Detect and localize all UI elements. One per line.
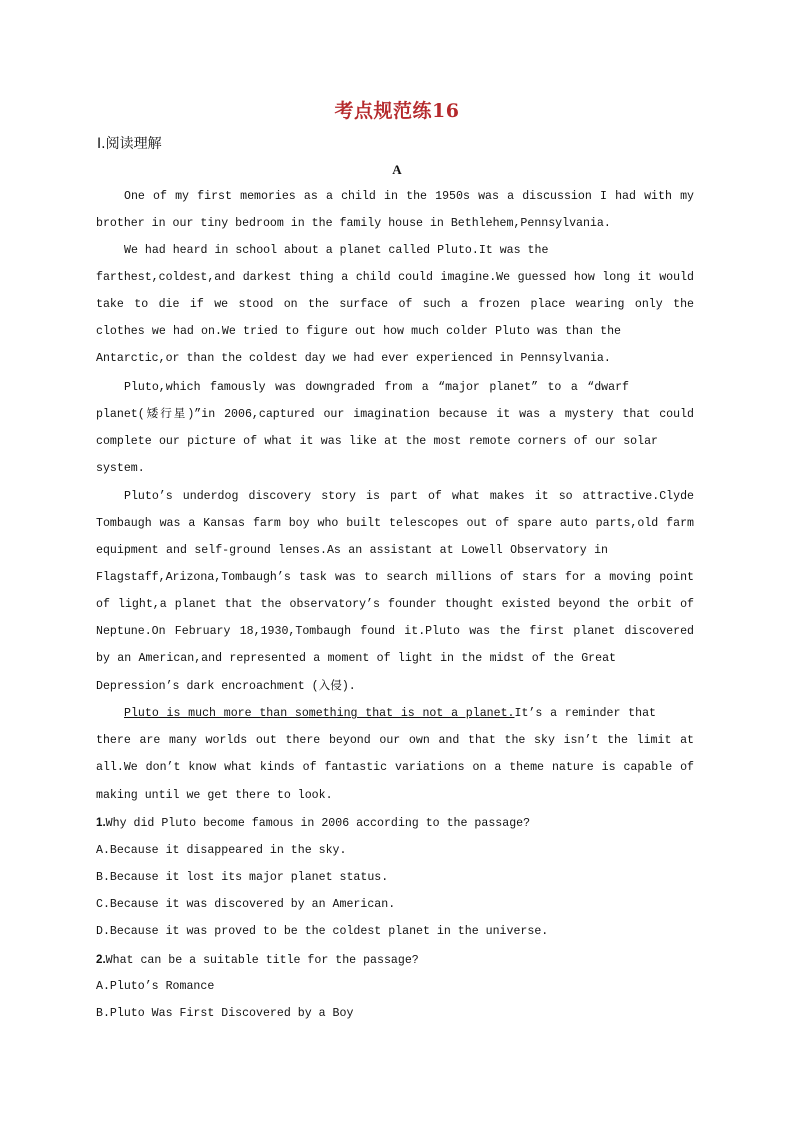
passage-line: Depression’s dark encroachment (入侵). xyxy=(96,680,356,693)
passage-line: clothes we had on.We tried to figure out how much colder Pluto was than the xyxy=(96,325,621,338)
passage-line: of light,a planet that the observatory’s founder thought existed beyond the orbit of xyxy=(96,598,694,611)
passage-line: there are many worlds out there beyond our own and that the sky isn’t the limit at xyxy=(96,734,694,747)
passage-line: brother in our tiny bedroom in the family house in Bethlehem,Pennsylvania. xyxy=(96,217,611,230)
page-title: 考点规范练16 xyxy=(334,100,460,122)
passage-label: A xyxy=(392,162,402,177)
option-c: C.Because it was discovered by an American. xyxy=(96,898,396,911)
question-number: 1. xyxy=(96,816,106,829)
passage-line: We had heard in school about a planet called Pluto.It was the xyxy=(124,244,549,257)
question-text: What can be a suitable title for the passage? xyxy=(105,954,419,967)
passage-line: Antarctic,or than the coldest day we had ever experienced in Pennsylvania. xyxy=(96,352,611,365)
passage-line: by an American,and represented a moment of light in the midst of the Great xyxy=(96,652,616,665)
option-d: D.Because it was proved to be the coldest planet in the universe. xyxy=(96,925,549,938)
passage-line: farthest,coldest,and darkest thing a child could imagine.We guessed how long it would xyxy=(96,271,694,284)
passage-line-rest: It’s a reminder that xyxy=(514,707,656,720)
passage-line: complete our picture of what it was like at the most remote corners of our solar xyxy=(96,435,658,448)
passage-line: planet(矮行星)”in 2006,captured our imagination because it was a mystery that could xyxy=(96,408,694,421)
passage-line: Flagstaff,Arizona,Tombaugh’s task was to search millions of stars for a moving point xyxy=(96,571,694,584)
passage-line xyxy=(124,706,656,722)
option-b: B.Because it lost its major planet status. xyxy=(96,871,389,884)
question-number: 2. xyxy=(96,953,106,966)
passage-line: all.We don’t know what kinds of fantastic variations on a theme nature is capable of xyxy=(96,761,694,774)
passage-line: Neptune.On February 18,1930,Tombaugh found it.Pluto was the first planet discovered xyxy=(96,625,694,638)
option-a: A.Pluto’s Romance xyxy=(96,980,215,993)
passage-line: equipment and self-ground lenses.As an assistant at Lowell Observatory in xyxy=(96,544,608,557)
option-a: A.Because it disappeared in the sky. xyxy=(96,844,347,857)
passage-line: Pluto,which famously was downgraded from a “major planet” to a “dwarf xyxy=(124,381,629,394)
section-heading: Ⅰ.阅读理解 xyxy=(97,136,162,152)
passage-line: Tombaugh was a Kansas farm boy who built telescopes out of spare auto parts,old farm xyxy=(96,517,694,530)
passage-line: One of my first memories as a child in the 1950s was a discussion I had with my xyxy=(124,190,694,203)
underlined-sentence: Pluto is much more than something that is not a planet. xyxy=(124,707,515,720)
question-text: Why did Pluto become famous in 2006 according to the passage? xyxy=(105,817,531,830)
passage-line: take to die if we stood on the surface of such a frozen place wearing only the xyxy=(96,298,694,311)
option-b: B.Pluto Was First Discovered by a Boy xyxy=(96,1007,354,1020)
passage-line: system. xyxy=(96,462,145,475)
question-1 xyxy=(96,815,694,832)
question-2 xyxy=(96,952,694,969)
passage-line: making until we get there to look. xyxy=(96,789,333,802)
passage-line: Pluto’s underdog discovery story is part of what makes it so attractive.Clyde xyxy=(124,490,694,503)
